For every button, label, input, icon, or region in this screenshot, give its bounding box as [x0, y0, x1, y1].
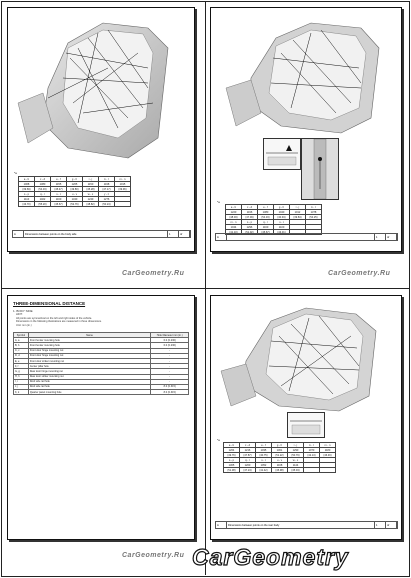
- table-cell: 6.0 (0.236): [151, 338, 189, 343]
- table-cell: 1160: [51, 197, 67, 202]
- table-cell: a - b: [226, 205, 242, 210]
- watermark-logo-large: [190, 543, 404, 575]
- table-cell: 1216: [240, 448, 256, 453]
- table-cell: -: [151, 374, 189, 379]
- footer-cell: A: [216, 522, 227, 528]
- footer-cell: of: [386, 522, 397, 528]
- hint-line: Unit: mm (in.): [16, 323, 32, 327]
- page-thumbnail-2[interactable]: [210, 7, 402, 252]
- table-cell: C, c: [14, 348, 29, 353]
- pillar-detail-inset: [301, 138, 339, 200]
- table-cell: (47.09): [242, 215, 258, 220]
- table-cell: c - d: [240, 443, 256, 448]
- table-cell: (49.76): [224, 453, 240, 458]
- footer-description: [227, 234, 375, 240]
- table-cell: (50.79): [288, 453, 304, 458]
- view-label: *a: [14, 171, 17, 175]
- table-cell: i - j: [290, 205, 306, 210]
- table-cell: Quarter panel mounting hole: [28, 390, 151, 395]
- horizontal-divider: [1, 288, 410, 289]
- dimension-table: [18, 176, 131, 207]
- table-cell: a - b: [19, 177, 35, 182]
- table-cell: Roof side rail hole: [28, 384, 151, 389]
- table-cell: 1150: [83, 182, 99, 187]
- table-cell: g - h: [274, 205, 290, 210]
- table-cell: (50.24): [99, 202, 115, 207]
- table-cell: g - h: [272, 443, 288, 448]
- table-cell: Front door striker mounting nut: [28, 358, 151, 363]
- table-cell: 1144: [288, 463, 304, 468]
- table-cell: K, k: [14, 390, 29, 395]
- table-cell: 1200: [240, 463, 256, 468]
- watermark-logo-small: CarGeometry.Ru: [122, 270, 185, 277]
- footer-cell: 1: [168, 231, 179, 237]
- footer-description: Dimensions between points on the body side: [24, 231, 168, 237]
- table-cell: 1296: [242, 225, 258, 230]
- table-header-cell: Name: [28, 333, 151, 338]
- table-cell: -: [151, 364, 189, 369]
- table-cell: 1012: [290, 210, 306, 215]
- table-cell: 1380: [35, 182, 51, 187]
- table-cell: (54.33): [258, 215, 274, 220]
- table-cell: (42.13): [304, 453, 320, 458]
- table-cell: 1378: [306, 210, 322, 215]
- table-cell: H, h: [14, 374, 29, 379]
- table-cell: 1180: [320, 448, 336, 453]
- table-cell: (51.38): [224, 468, 240, 473]
- table-cell: 1265: [67, 182, 83, 187]
- table-cell: (48.82): [83, 202, 99, 207]
- table-cell: Front door hinge mounting nut: [28, 348, 151, 353]
- table-cell: (40.75): [256, 453, 272, 458]
- detail-inset: [287, 412, 325, 438]
- table-cell: -: [151, 353, 189, 358]
- table-cell: 1380: [258, 210, 274, 215]
- table-cell: (41.42): [256, 468, 272, 473]
- table-cell: Rear door hinge mounting nut: [28, 369, 151, 374]
- body-side-diagram: [8, 8, 194, 173]
- table-cell: i - j: [288, 443, 304, 448]
- table-cell: [115, 202, 131, 207]
- table-cell: -: [151, 369, 189, 374]
- table-cell: 1100: [274, 225, 290, 230]
- table-cell: (39.84): [290, 215, 306, 220]
- page-thumbnail-1[interactable]: [7, 7, 195, 252]
- table-cell: 1290: [288, 448, 304, 453]
- table-cell: 1044: [226, 225, 242, 230]
- table-cell: (43.70): [19, 202, 35, 207]
- table-cell: w - x: [288, 458, 304, 463]
- table-cell: 1301: [272, 448, 288, 453]
- table-cell: k - l: [306, 205, 322, 210]
- view-label: *a: [217, 200, 220, 204]
- table-cell: (49.80): [67, 187, 83, 192]
- table-cell: q - r: [258, 220, 274, 225]
- table-cell: E, e: [14, 358, 29, 363]
- table-cell: F, f: [14, 364, 29, 369]
- table-header-cell: Hole Diameter mm (in.): [151, 333, 189, 338]
- view-label: *a: [217, 438, 220, 442]
- table-cell: m - n: [115, 177, 131, 182]
- table-cell: (47.87): [240, 453, 256, 458]
- table-cell: 1155: [51, 182, 67, 187]
- table-cell: e - f: [258, 205, 274, 210]
- table-cell: Front door hinge mounting nut: [28, 353, 151, 358]
- table-cell: Roof side rail hole: [28, 379, 151, 384]
- table-cell: 8.0 (0.315): [151, 384, 189, 389]
- table-cell: (45.98): [272, 468, 288, 473]
- table-cell: 1052: [256, 463, 272, 468]
- table-cell: 1040: [274, 210, 290, 215]
- table-cell: k - l: [304, 443, 320, 448]
- table-cell: (45.04): [288, 468, 304, 473]
- table-cell: 1198: [99, 182, 115, 187]
- table-cell: q - r: [240, 458, 256, 463]
- table-cell: (51.02): [242, 230, 258, 235]
- table-cell: (51.22): [272, 453, 288, 458]
- section-subtitle: 1. BODY SIDE: [13, 309, 33, 313]
- table-cell: e - f: [256, 443, 272, 448]
- table-cell: (45.67): [51, 202, 67, 207]
- table-cell: i - j: [83, 177, 99, 182]
- table-cell: c - d: [242, 205, 258, 210]
- watermark-logo-text: CarGeometry: [192, 544, 349, 570]
- table-cell: m - n: [320, 443, 336, 448]
- table-cell: (48.03): [226, 215, 242, 220]
- table-cell: a - b: [224, 443, 240, 448]
- table-cell: y - z: [99, 192, 115, 197]
- table-cell: o - p: [224, 458, 240, 463]
- table-cell: [320, 468, 336, 473]
- hint-line: Dimensions in the following illustrations are measured in three dimensions.: [16, 320, 102, 324]
- hint-line: All points are symmetrical on the left and right sides of the vehicle.: [16, 316, 92, 320]
- table-cell: 1008: [19, 182, 35, 187]
- table-cell: (45.28): [83, 187, 99, 192]
- page-thumbnail-3[interactable]: [7, 295, 195, 540]
- table-cell: -: [151, 358, 189, 363]
- table-cell: s - t: [51, 192, 67, 197]
- table-cell: J, j: [14, 384, 29, 389]
- table-cell: 1240: [83, 197, 99, 202]
- table-cell: Center pillar hole: [28, 364, 151, 369]
- dimension-table: [225, 204, 322, 235]
- table-cell: 8.0 (0.315): [151, 390, 189, 395]
- watermark-logo-small: CarGeometry.Ru: [328, 270, 391, 277]
- table-cell: 1110: [19, 197, 35, 202]
- footer-cell: of: [179, 231, 190, 237]
- table-cell: Front fender mounting hole: [28, 338, 151, 343]
- section-title: THREE-DIMENSIONAL DISTANCE: [13, 301, 86, 306]
- table-cell: 1168: [272, 463, 288, 468]
- table-cell: (55.20): [35, 202, 51, 207]
- footer-cell: 1: [375, 522, 386, 528]
- table-row: [19, 202, 131, 207]
- table-cell: (46.46): [320, 453, 336, 458]
- table-cell: o - p: [19, 192, 35, 197]
- footer-cell: 1: [375, 234, 386, 240]
- page-thumbnail-4[interactable]: [210, 295, 402, 540]
- hint-text: [16, 313, 186, 327]
- page-footer: [12, 230, 191, 238]
- page-footer: [215, 521, 398, 529]
- table-cell: (40.94): [274, 215, 290, 220]
- table-cell: 1035: [256, 448, 272, 453]
- table-cell: (47.24): [240, 468, 256, 473]
- table-cell: (39.69): [19, 187, 35, 192]
- table-cell: B, b: [14, 343, 29, 348]
- dimension-table: [223, 442, 336, 473]
- footer-cell: A: [216, 234, 227, 240]
- footer-cell: A: [13, 231, 24, 237]
- rear-body-diagram: [211, 296, 401, 416]
- table-cell: u - v: [67, 192, 83, 197]
- symbol-list-table: [13, 332, 189, 395]
- table-cell: s - t: [256, 458, 272, 463]
- table-cell: 1160: [258, 225, 274, 230]
- table-cell: 1340: [67, 197, 83, 202]
- table-cell: D, d: [14, 353, 29, 358]
- table-cell: A, a: [14, 338, 29, 343]
- table-cell: q - r: [35, 192, 51, 197]
- footer-description: Dimensions between points on the rear body: [227, 522, 375, 528]
- watermark-logo-small: CarGeometry.Ru: [122, 552, 185, 559]
- table-cell: 1220: [226, 210, 242, 215]
- table-cell: (45.47): [51, 187, 67, 192]
- table-row: [224, 468, 336, 473]
- table-cell: (43.31): [274, 230, 290, 235]
- table-row: [14, 390, 189, 395]
- table-cell: 1070: [304, 448, 320, 453]
- table-cell: -: [151, 348, 189, 353]
- page-footer: [215, 233, 398, 241]
- table-cell: (45.67): [258, 230, 274, 235]
- table-cell: (47.17): [99, 187, 115, 192]
- table-cell: m - n: [226, 220, 242, 225]
- table-cell: -: [151, 379, 189, 384]
- table-cell: s - t: [274, 220, 290, 225]
- table-cell: 1305: [224, 463, 240, 468]
- table-cell: 1015: [115, 182, 131, 187]
- table-cell: (39.96): [115, 187, 131, 192]
- table-cell: g - h: [67, 177, 83, 182]
- table-cell: u - v: [272, 458, 288, 463]
- table-cell: 1196: [242, 210, 258, 215]
- table-cell: w - x: [83, 192, 99, 197]
- table-cell: 1402: [35, 197, 51, 202]
- table-header-cell: Symbol: [14, 333, 29, 338]
- table-cell: (41.10): [226, 230, 242, 235]
- table-cell: Rear door striker mounting nut: [28, 374, 151, 379]
- footer-cell: of: [386, 234, 397, 240]
- table-cell: o - p: [242, 220, 258, 225]
- table-cell: 1264: [224, 448, 240, 453]
- table-cell: I, i: [14, 379, 29, 384]
- table-cell: 1276: [99, 197, 115, 202]
- hint-label: HINT:: [16, 313, 23, 316]
- table-cell: k - l: [99, 177, 115, 182]
- table-cell: [304, 468, 320, 473]
- table-cell: 6.0 (0.236): [151, 343, 189, 348]
- table-cell: c - d: [35, 177, 51, 182]
- table-cell: (54.33): [35, 187, 51, 192]
- table-cell: (52.76): [67, 202, 83, 207]
- body-side-diagram: [211, 8, 401, 138]
- detail-inset: [263, 138, 301, 170]
- table-cell: Front fender mounting hole: [28, 343, 151, 348]
- table-cell: G, g: [14, 369, 29, 374]
- table-cell: e - f: [51, 177, 67, 182]
- table-cell: (54.25): [306, 215, 322, 220]
